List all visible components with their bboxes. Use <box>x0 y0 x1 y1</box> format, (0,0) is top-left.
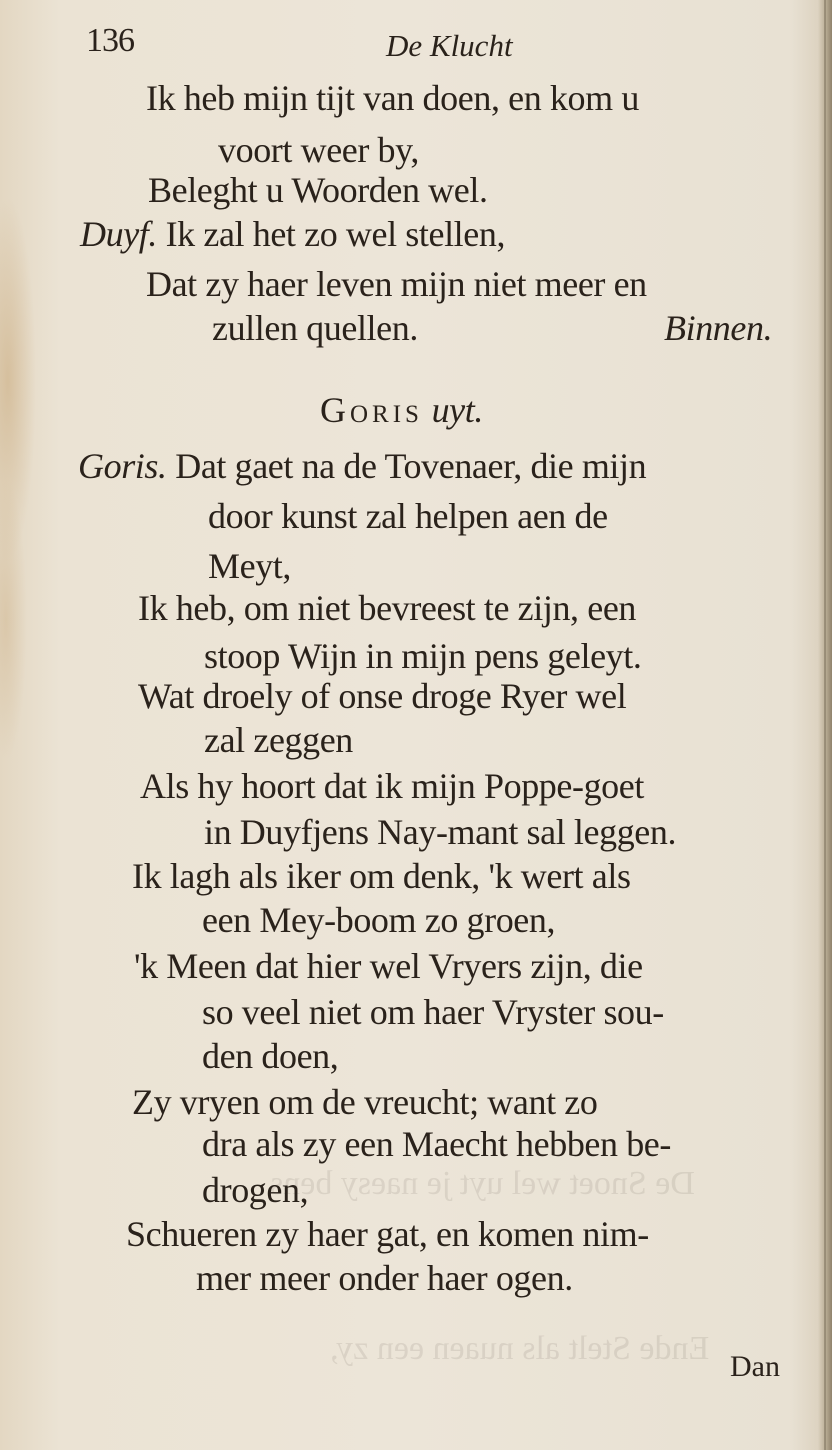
show-through-text: De Snoet wel uyt je naesy bens <box>270 1165 695 1202</box>
catchword: Dan <box>730 1350 780 1383</box>
stage-direction: Binnen. <box>664 308 773 348</box>
running-header <box>86 22 806 72</box>
verse-line <box>134 946 643 986</box>
verse-line <box>208 546 291 586</box>
speaker-label: Goris. <box>78 446 176 486</box>
line-text: zullen quellen. <box>212 308 418 348</box>
line-text: Als hy hoort dat ik mijn Poppe-goet <box>140 766 644 806</box>
speaker-label: Duyf. <box>80 214 166 254</box>
verse-line <box>138 676 626 716</box>
verse-line <box>126 1214 649 1254</box>
running-title: De Klucht <box>386 28 513 63</box>
line-text: Ik heb mijn tijt van doen, en kom u <box>146 78 639 118</box>
line-text: Ik heb, om niet bevreest te zijn, een <box>138 588 637 628</box>
line-text: mer meer onder haer ogen. <box>196 1258 573 1298</box>
verse-line <box>78 446 646 486</box>
stage-direction: uyt. <box>431 390 483 430</box>
line-text: dra als zy een Maecht hebben be- <box>202 1124 671 1164</box>
page-edge <box>824 0 826 1450</box>
verse-line <box>146 78 639 118</box>
verse-line <box>202 1124 671 1164</box>
show-through-text: Ende Stelt als nuaen een zy, <box>330 1330 710 1367</box>
line-text: 'k Meen dat hier wel Vryers zijn, die <box>134 946 643 986</box>
line-text: Ik zal het zo wel stellen, <box>165 214 506 254</box>
verse-line <box>212 308 418 348</box>
verse-line <box>202 900 555 940</box>
line-text: den doen, <box>202 1036 339 1076</box>
verse-line <box>146 264 647 304</box>
line-text: so veel niet om haer Vryster sou- <box>202 992 664 1032</box>
line-text: in Duyfjens Nay-mant sal leggen. <box>204 812 677 852</box>
verse-line <box>132 856 631 896</box>
line-text: Schueren zy haer gat, en komen nim- <box>126 1214 649 1254</box>
verse-line <box>218 130 419 170</box>
verse-line <box>202 1036 338 1076</box>
verse-line <box>132 1082 597 1122</box>
verse-line <box>80 214 505 254</box>
line-text: Meyt, <box>208 546 291 586</box>
scene-heading <box>320 390 483 430</box>
verse-line <box>196 1258 573 1298</box>
line-text: Ik lagh als iker om denk, 'k wert als <box>132 856 631 896</box>
line-text: Dat gaet na de Tovenaer, die mijn <box>175 446 647 486</box>
line-text: door kunst zal helpen aen de <box>208 496 608 536</box>
line-text: stoop Wijn in mijn pens geleyt. <box>204 636 642 676</box>
verse-line <box>208 496 608 536</box>
verse-line <box>204 720 353 760</box>
verse-line <box>204 812 676 852</box>
line-text: zal zeggen <box>204 720 353 760</box>
verse-line <box>202 992 664 1032</box>
page-number: 136 <box>86 22 134 59</box>
verse-line <box>138 588 636 628</box>
verse-line <box>204 636 641 676</box>
character-name: Goris <box>320 390 423 430</box>
verse-line <box>148 170 488 210</box>
verse-line <box>202 1170 308 1210</box>
line-text: een Mey-boom zo groen, <box>202 900 556 940</box>
line-text: Dat zy haer leven mijn niet meer en <box>146 264 647 304</box>
verse-line <box>140 766 644 806</box>
line-text: Wat droely of onse droge Ryer wel <box>138 676 627 716</box>
line-text: drogen, <box>202 1170 309 1210</box>
line-text: voort weer by, <box>218 130 419 170</box>
line-text: Beleght u Woorden wel. <box>148 170 488 210</box>
line-text: Zy vryen om de vreucht; want zo <box>132 1082 598 1122</box>
